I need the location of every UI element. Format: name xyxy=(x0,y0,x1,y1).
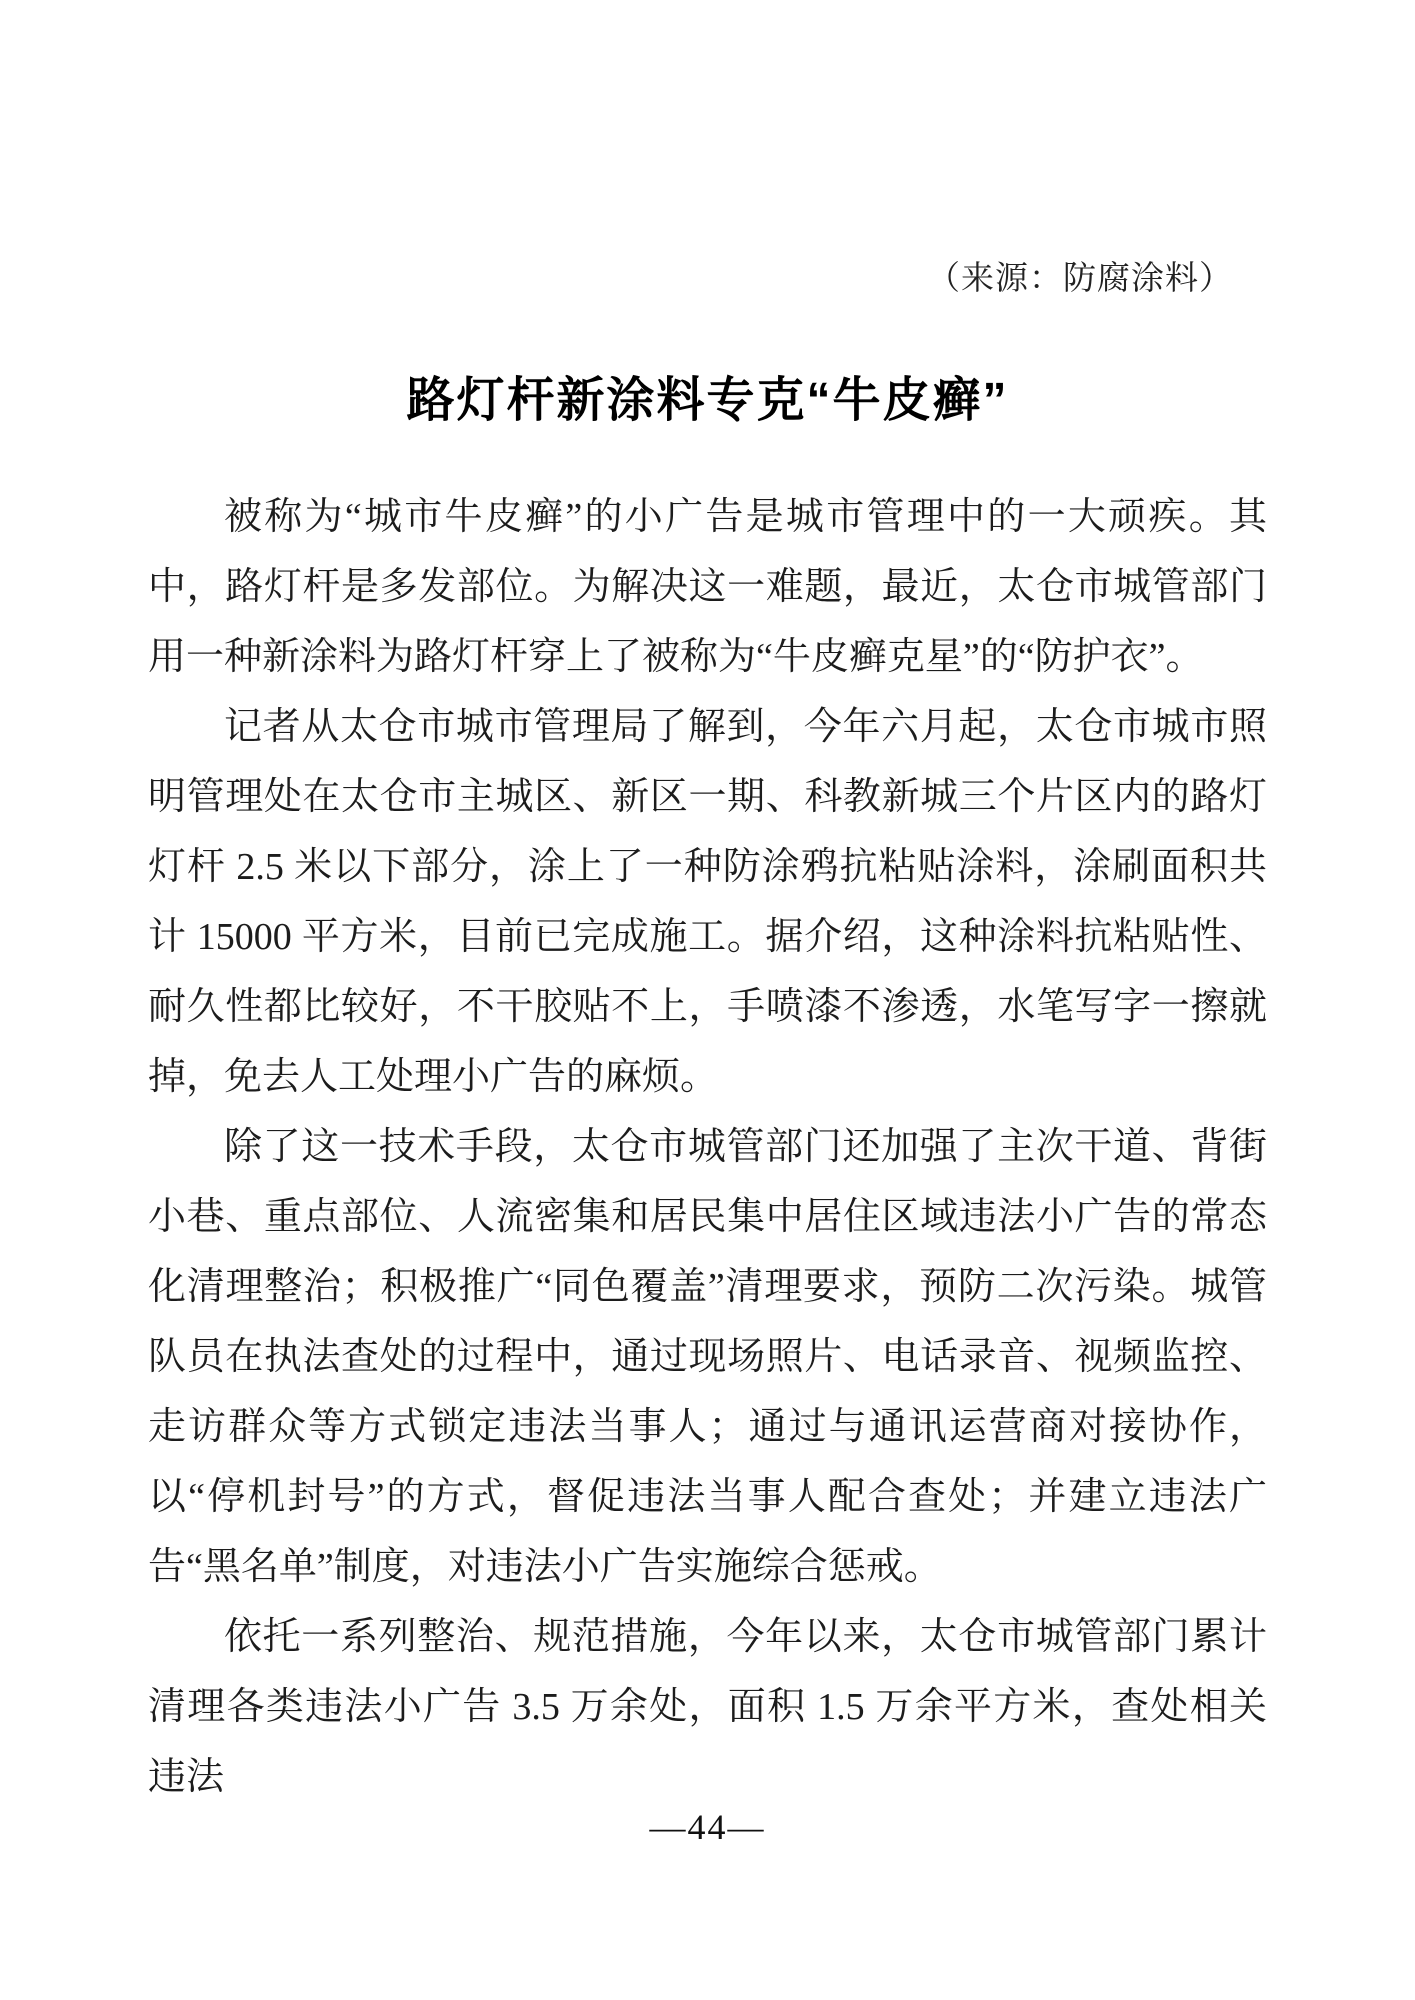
body-paragraph: 被称为“城市牛皮癣”的小广告是城市管理中的一大顽疾。其中，路灯杆是多发部位。为解决这一难题，最近，太仓市城管部门用一种新涂料为路灯杆穿上了被称为“牛皮癣克星”的“防护衣”。 xyxy=(148,496,1267,678)
page-number: —44— xyxy=(649,1807,766,1847)
body-paragraph: 依托一系列整治、规范措施，今年以来，太仓市城管部门累计清理各类违法小广告 3.5 万余处，面积 1.5 万余平方米，查处相关违法 xyxy=(148,1616,1267,1798)
page-title: 路灯杆新涂料专克“牛皮癣” xyxy=(406,374,1009,427)
article-body xyxy=(0,482,1415,1812)
source-note: （来源：防腐涂料） xyxy=(927,261,1233,297)
body-paragraph: 记者从太仓市城市管理局了解到，今年六月起，太仓市城市照明管理处在太仓市主城区、新区一期、科教新城三个片区内的路灯灯杆 2.5 米以下部分，涂上了一种防涂鸦抗粘贴涂料，涂刷面积共计 15000 平方米，目前已完成施工。据介绍，这种涂料抗粘贴性、耐久性都比较好，不干胶贴不上，手喷漆不渗透，水笔写字一擦就掉，免去人工处理小广告的麻烦。 xyxy=(148,706,1267,1098)
body-paragraph: 除了这一技术手段，太仓市城管部门还加强了主次干道、背街小巷、重点部位、人流密集和居民集中居住区域违法小广告的常态化清理整治；积极推广“同色覆盖”清理要求，预防二次污染。城管队员在执法查处的过程中，通过现场照片、电话录音、视频监控、走访群众等方式锁定违法当事人；通过与通讯运营商对接协作，以“停机封号”的方式，督促违法当事人配合查处；并建立违法广告“黑名单”制度，对违法小广告实施综合惩戒。 xyxy=(148,1126,1267,1588)
